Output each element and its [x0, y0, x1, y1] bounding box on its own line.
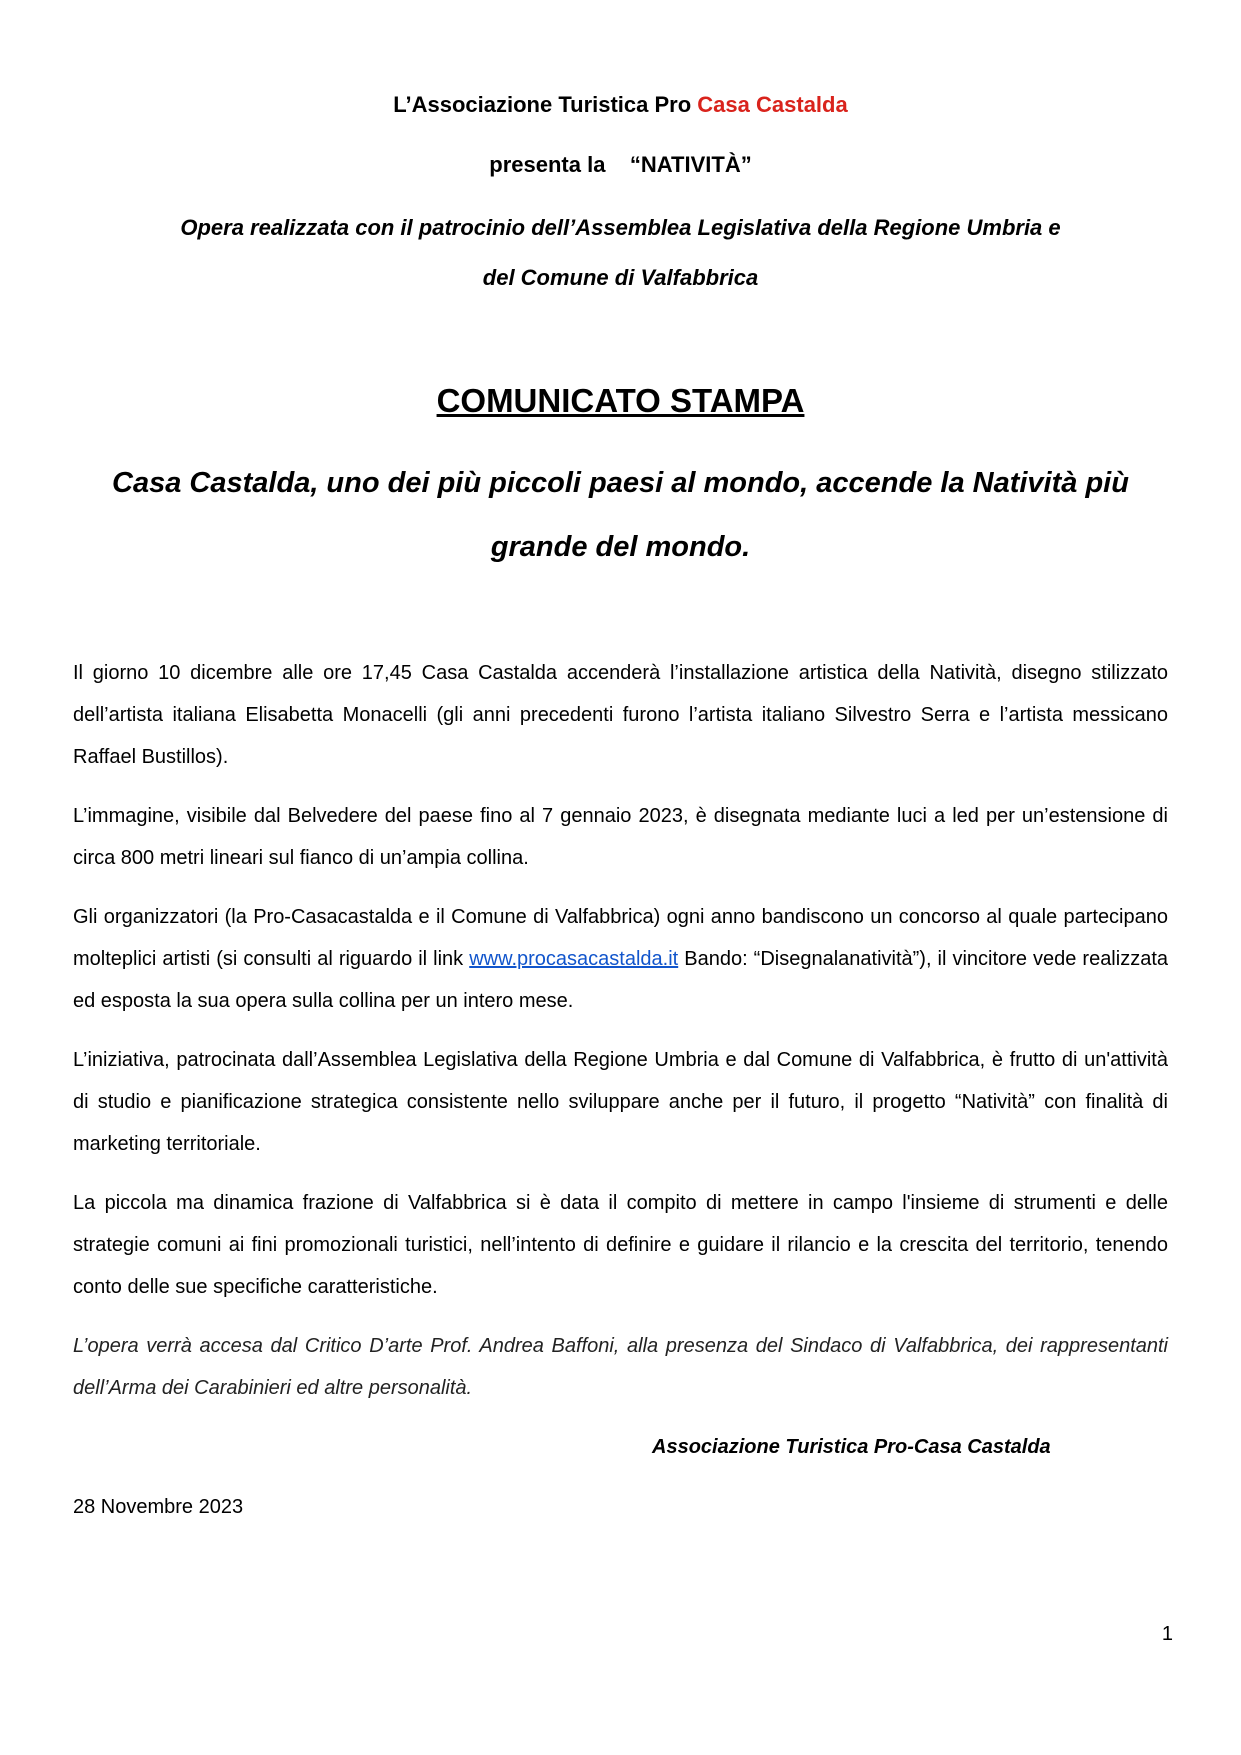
paragraph-6: L’opera verrà accesa dal Critico D’arte Prof. Andrea Baffoni, alla presenza del Sindaco di Valfabbrica, dei rappresentanti dell’Arma dei Carabinieri ed altre personalità.	[73, 1335, 1168, 1399]
paragraph-3-text-before: Gli organizzatori (la Pro-Casacastalda e il Comune di Valfabbrica) ogni anno bandiscono un concorso al quale partecipano molteplici artisti (si consulti al riguardo il link	[73, 906, 1168, 970]
patronage-line-2: del Comune di Valfabbrica	[482, 265, 759, 290]
signature: Associazione Turistica Pro-Casa Castalda	[652, 1436, 1051, 1458]
headline-line-2: grande del mondo.	[490, 531, 751, 563]
page-number: 1	[1161, 1623, 1173, 1645]
presenta-title: “NATIVITÀ”	[629, 152, 752, 177]
headline-line-1: Casa Castalda, uno dei più piccoli paesi al mondo, accende la Natività più	[112, 467, 1129, 499]
date: 28 Novembre 2023	[73, 1496, 244, 1518]
presenta-line	[0, 150, 1241, 180]
paragraph-3	[73, 896, 1168, 1022]
paragraph-1: Il giorno 10 dicembre alle ore 17,45 Casa Castalda accenderà l’installazione artistica della Natività, disegno stilizzato dell’artista italiana Elisabetta Monacelli (gli anni precedenti furono l’artista italiano Silvestro Serra e l’artista messicano Raffael Bustillos).	[73, 662, 1168, 768]
paragraph-2: L’immagine, visibile dal Belvedere del paese fino al 7 gennaio 2023, è disegnata mediante luci a led per un’estensione di circa 800 metri lineari sul fianco di un’ampia collina.	[73, 805, 1168, 869]
presenta-prefix: presenta la	[489, 152, 606, 177]
document-title: COMUNICATO STAMPA	[436, 382, 805, 419]
paragraph-4: L’iniziativa, patrocinata dall’Assemblea Legislativa della Regione Umbria e dal Comune di Valfabbrica, è frutto di un'attività di studio e pianificazione strategica consistente nello sviluppare anche per il futuro, il progetto “Natività” con finalità di marketing territoriale.	[73, 1049, 1168, 1155]
association-line	[0, 90, 1241, 120]
paragraph-3-text-after: Bando: “Disegnalanatività”), il vincitore vede realizzata ed esposta la sua opera sulla collina per un intero mese.	[73, 948, 1169, 1012]
patronage-line-1: Opera realizzata con il patrocinio dell’Assemblea Legislativa della Regione Umbria e	[180, 215, 1061, 240]
association-highlight: Casa Castalda	[697, 92, 848, 117]
paragraph-5: La piccola ma dinamica frazione di Valfabbrica si è data il compito di mettere in campo l'insieme di strumenti e delle strategie comuni ai fini promozionali turistici, nell’intento di definire e guidare il rilancio e la crescita del territorio, tenendo conto delle sue specifiche caratteristiche.	[73, 1192, 1168, 1298]
association-prefix: L’Associazione Turistica Pro	[393, 92, 692, 117]
procasacastalda-link[interactable]: www.procasacastalda.it	[469, 948, 679, 970]
